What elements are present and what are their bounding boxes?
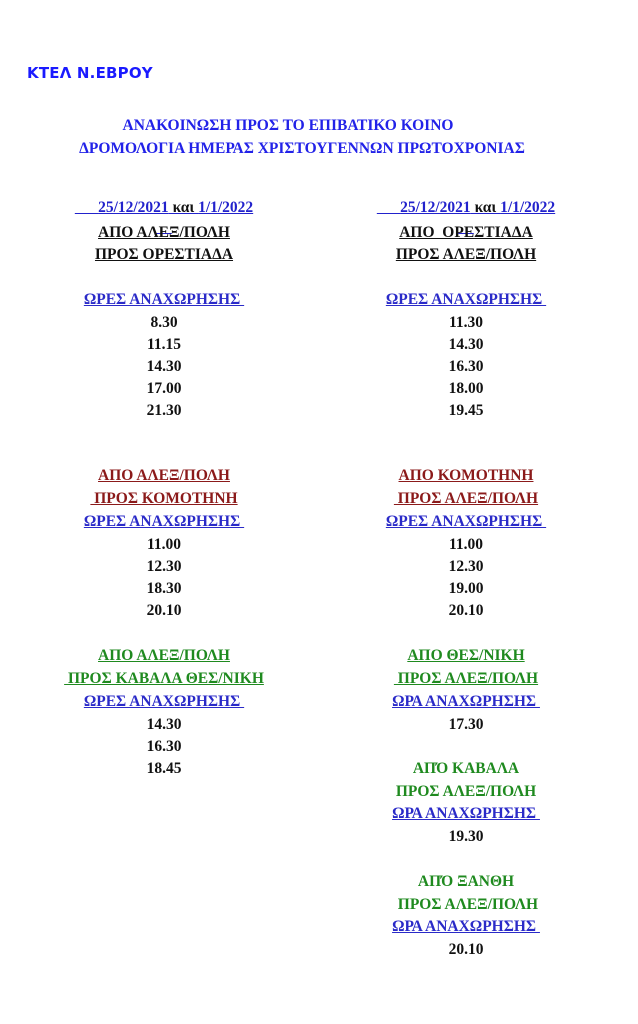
route-to: ΠΡΟΣ ΑΛΕΞ/ΠΟΛΗ	[393, 670, 539, 687]
departures-label: ΩΡΑ ΑΝΑΧΩΡΗΣΗΣ	[392, 693, 540, 710]
departure-time: 18.45	[146, 760, 182, 777]
route-from: ΑΠΟ ΘΕΣ/ΝΙΚΗ	[407, 647, 525, 664]
route-from: ΑΠΌ ΚΑΒΑΛΑ	[412, 760, 520, 777]
announcement-subtitle: ΔΡΟΜΟΛΟΓΙΑ ΗΜΕΡΑΣ ΧΡΙΣΤΟΥΓΕΝΝΩΝ ΠΡΩΤΟΧΡΟΝΙΑΣ	[79, 140, 525, 157]
departure-time: 14.30	[448, 336, 484, 353]
departure-time: 12.30	[146, 558, 182, 575]
route-to: ΠΡΟΣ ΑΛΕΞ/ΠΟΛΗ	[393, 896, 539, 913]
route-from: ΑΠΟ ΟΡΕΣΤΙΑΔΑ	[399, 224, 533, 241]
departure-time: 16.30	[448, 358, 484, 375]
route-to: ΠΡΟΣ ΚΟΜΟΤΗΝΗ	[90, 490, 238, 507]
departure-time: 11.15	[146, 336, 182, 353]
route-from: ΑΠΌ ΞΑΝΘΗ	[417, 873, 515, 890]
departure-time: 20.10	[448, 941, 484, 958]
organization-name: ΚΤΕΛ Ν.ΕΒΡΟΥ	[27, 64, 153, 82]
route-from: ΑΠΟ ΚΟΜΟΤΗΝΗ	[398, 467, 534, 484]
route-to: ΠΡΟΣ ΑΛΕΞ/ΠΟΛΗ	[395, 783, 537, 800]
date-start: 25/12/2021	[400, 199, 471, 216]
date-conjunction: και	[470, 199, 501, 216]
route-from: ΑΠΟ ΑΛΕΞ/ΠΟΛΗ	[98, 224, 230, 241]
departure-time: 19.45	[448, 402, 484, 419]
departures-label: ΩΡΕΣ ΑΝΑΧΩΡΗΣΗΣ	[83, 513, 245, 530]
departure-time: 18.00	[448, 380, 484, 397]
departure-time: 20.10	[448, 602, 484, 619]
departure-time: 12.30	[448, 558, 484, 575]
departure-time: 8.30	[150, 314, 178, 331]
date-end: 1/1/2022	[500, 199, 556, 216]
departure-time: 14.30	[146, 716, 182, 733]
date-start: 25/12/2021	[98, 199, 169, 216]
route-to: ΠΡΟΣ ΑΛΕΞ/ΠΟΛΗ	[393, 490, 539, 507]
departure-time: 20.10	[146, 602, 182, 619]
route-to: ΠΡΟΣ ΚΑΒΑΛΑ ΘΕΣ/ΝΙΚΗ	[64, 670, 264, 687]
departure-time: 18.30	[146, 580, 182, 597]
departure-time: 11.30	[448, 314, 484, 331]
route-to: ΠΡΟΣ ΑΛΕΞ/ΠΟΛΗ	[395, 246, 537, 263]
date-conjunction: και	[168, 199, 199, 216]
departure-time: 19.30	[448, 828, 484, 845]
route-to: ΠΡΟΣ ΟΡΕΣΤΙΑΔΑ	[94, 246, 234, 263]
route-from: ΑΠΟ ΑΛΕΞ/ΠΟΛΗ	[98, 467, 230, 484]
departures-label: ΩΡΑ ΑΝΑΧΩΡΗΣΗΣ	[392, 805, 540, 822]
departures-label: ΩΡΕΣ ΑΝΑΧΩΡΗΣΗΣ	[385, 291, 547, 308]
departure-time: 19.00	[448, 580, 484, 597]
departures-label: ΩΡΕΣ ΑΝΑΧΩΡΗΣΗΣ	[385, 513, 547, 530]
departures-label: ΩΡΕΣ ΑΝΑΧΩΡΗΣΗΣ	[83, 693, 245, 710]
announcement-title: ΑΝΑΚΟΙΝΩΣΗ ΠΡΟΣ ΤΟ ΕΠΙΒΑΤΙΚΟ ΚΟΙΝΟ	[122, 117, 454, 134]
route-from: ΑΠΟ ΑΛΕΞ/ΠΟΛΗ	[98, 647, 230, 664]
departure-time: 16.30	[146, 738, 182, 755]
departure-time: 11.00	[448, 536, 484, 553]
departure-time: 17.00	[146, 380, 182, 397]
departures-label: ΩΡΕΣ ΑΝΑΧΩΡΗΣΗΣ	[83, 291, 245, 308]
date-end: 1/1/2022	[198, 199, 254, 216]
departures-label: ΩΡΑ ΑΝΑΧΩΡΗΣΗΣ	[392, 918, 540, 935]
departure-time: 21.30	[146, 402, 182, 419]
departure-time: 17.30	[448, 716, 484, 733]
departure-time: 14.30	[146, 358, 182, 375]
departure-time: 11.00	[146, 536, 182, 553]
